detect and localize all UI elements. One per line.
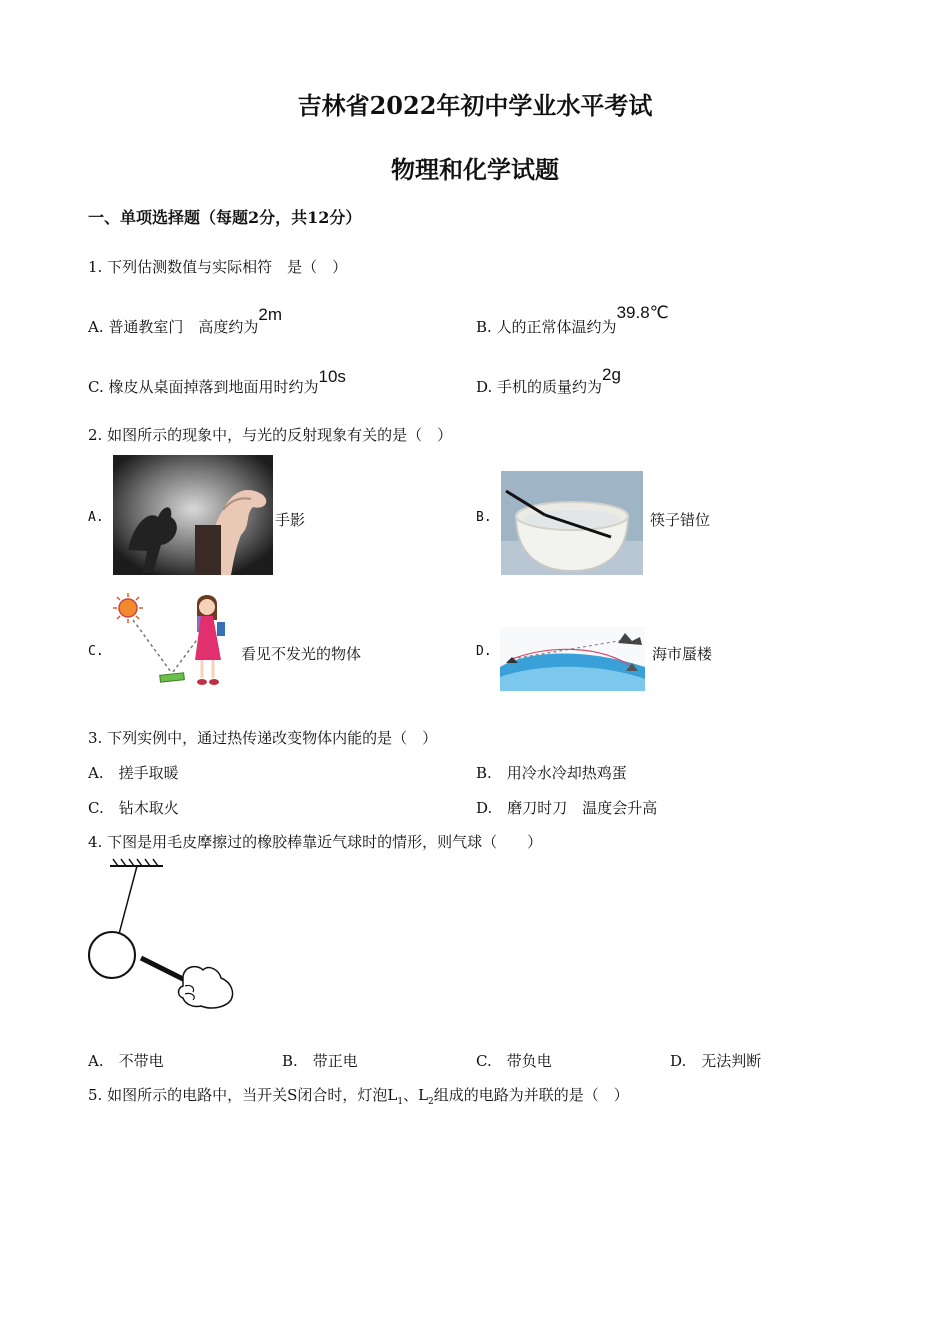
q5-stem-pre: 5. 如图所示的电路中，当开关S闭合时，灯泡L xyxy=(88,1086,398,1104)
q1-option-d-text: D. 手机的质量约为 xyxy=(476,378,603,396)
q1-stem: 1. 下列估测数值与实际相符 是（ ） xyxy=(88,258,348,276)
q2-option-b-label: B. xyxy=(476,510,492,525)
exam-title: 吉林省2022年初中学业水平考试 xyxy=(297,91,653,120)
girl-figure xyxy=(195,595,225,685)
q1-option-b xyxy=(476,303,669,337)
balloon-rod-image xyxy=(85,858,240,1018)
q5-sub2: 2 xyxy=(428,1097,434,1107)
q4-option-a: A. 不带电 xyxy=(88,1052,164,1070)
q3-option-d: D. 磨刀时刀 温度会升高 xyxy=(476,799,658,817)
q2-option-d-caption: 海市蜃楼 xyxy=(652,645,713,663)
section-heading: 一、单项选择题（每题2分，共12分） xyxy=(88,208,362,227)
q1-option-a-text: A. 普通教室门 高度约为 xyxy=(88,318,259,336)
q5-sub1: 1 xyxy=(397,1097,404,1107)
q1-option-b-text: B. 人的正常体温约为 xyxy=(476,318,617,336)
q1-option-c-value: 10s xyxy=(318,367,346,386)
q1-option-c-text: C. 橡皮从桌面掉落到地面用时约为 xyxy=(88,378,319,396)
q1-option-a xyxy=(88,305,282,337)
q2-option-a-label: A. xyxy=(88,510,104,525)
q4-option-d: D. 无法判断 xyxy=(670,1052,762,1070)
q5-stem-mid: 、L xyxy=(403,1086,429,1104)
hand-shadow-image xyxy=(113,455,273,575)
q2-stem: 2. 如图所示的现象中，与光的反射现象有关的是（ ） xyxy=(88,426,453,444)
q1-option-d-value: 2g xyxy=(602,365,621,384)
q3-option-b: B. 用冷水冷却热鸡蛋 xyxy=(476,764,627,782)
q2-option-c-label: C. xyxy=(88,644,104,659)
q4-option-b: B. 带正电 xyxy=(282,1052,358,1070)
chopsticks-bowl-image xyxy=(501,471,643,575)
girl-sees-book-image xyxy=(113,590,238,690)
q2-option-d-label: D. xyxy=(476,644,492,659)
q4-stem: 4. 下图是用毛皮摩擦过的橡胶棒靠近气球时的情形，则气球（ ） xyxy=(88,833,543,851)
q5-stem-post: 组成的电路为并联的是（ ） xyxy=(433,1086,629,1104)
q1-option-d xyxy=(476,365,621,397)
q1-option-c xyxy=(88,367,346,397)
exam-subtitle: 物理和化学试题 xyxy=(391,155,559,184)
q3-option-c: C. 钻木取火 xyxy=(88,799,179,817)
q2-option-b-caption: 筷子错位 xyxy=(650,511,711,529)
q3-stem: 3. 下列实例中，通过热传递改变物体内能的是（ ） xyxy=(88,729,438,747)
mirage-image xyxy=(500,627,645,691)
q2-option-a-caption: 手影 xyxy=(275,511,306,529)
q5-stem xyxy=(88,1084,629,1107)
q2-option-c-caption: 看见不发光的物体 xyxy=(241,645,362,663)
q1-option-b-value: 39.8℃ xyxy=(616,303,669,322)
q3-option-a: A. 搓手取暖 xyxy=(88,764,179,782)
q1-option-a-value: 2m xyxy=(258,305,282,324)
sun-icon xyxy=(113,593,143,623)
q4-option-c: C. 带负电 xyxy=(476,1052,552,1070)
